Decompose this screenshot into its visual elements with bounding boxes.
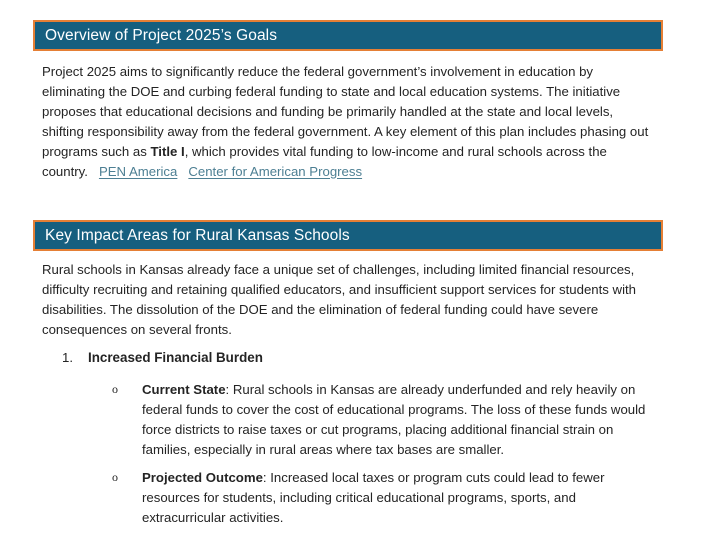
sub-list-item-projected-outcome-separator: : [262,470,271,485]
sub-list-item-projected-outcome-lead: Projected Outcome [142,470,263,485]
sub-list-item-current-state-separator: : [225,382,233,397]
overview-paragraph [42,62,656,181]
list-item-number: 1. [62,350,73,365]
section-heading-overview [33,20,663,51]
overview-paragraph-part1: Project 2025 aims to significantly reduce the federal government’s involvement in education by eliminating the DOE and curbing federal funding to state and local education systems. The initiative proposes that educational decisions and funding be primarily handled at the state and local levels, shifting responsibility away from the federal government. A key element of this plan includes phasing out programs such as [42,64,649,159]
sub-list-item-projected-outcome-body [142,468,657,528]
sub-list-item-current-state [112,380,657,460]
sub-list-item-current-state-lead: Current State [142,382,226,397]
list-item-label: Increased Financial Burden [88,350,263,365]
hollow-circle-bullet-icon: o [112,382,118,396]
sub-list-item-current-state-body [142,380,657,460]
sub-list-item-current-state-text: Rural schools in Kansas are already underfunded and rely heavily on federal funds to cover the cost of educational programs. The loss of these funds would force districts to raise taxes or cut programs, placing additional financial strain on families, especially in rural areas where tax bases are smaller. [142,382,646,457]
overview-paragraph-part2: , which provides vital funding to low-income and rural schools across the country. [42,143,607,179]
list-item-increased-financial-burden [62,348,652,368]
impact-paragraph: Rural schools in Kansas already face a unique set of challenges, including limited financial resources, difficulty recruiting and retaining qualified educators, and insufficient support services for students with disabilities. The dissolution of the DOE and the elimination of federal funding could have severe consequences on several fronts. [42,262,637,337]
section-heading-overview-text: Overview of Project 2025’s Goals [45,26,278,44]
section-heading-impact-text: Key Impact Areas for Rural Kansas Schools [45,226,350,244]
sub-list-item-projected-outcome-text: Increased local taxes or program cuts could lead to fewer resources for students, including critical educational programs, sports, and extracurricular activities. [142,470,605,525]
section-heading-impact [33,220,663,251]
link-center-for-american-progress[interactable]: Center for American Progress [188,163,363,179]
hollow-circle-bullet-icon-2: o [112,470,118,484]
sub-list-item-projected-outcome [112,468,657,528]
overview-bold-term: Title I [150,143,185,159]
link-pen-america[interactable]: PEN America [98,163,178,179]
